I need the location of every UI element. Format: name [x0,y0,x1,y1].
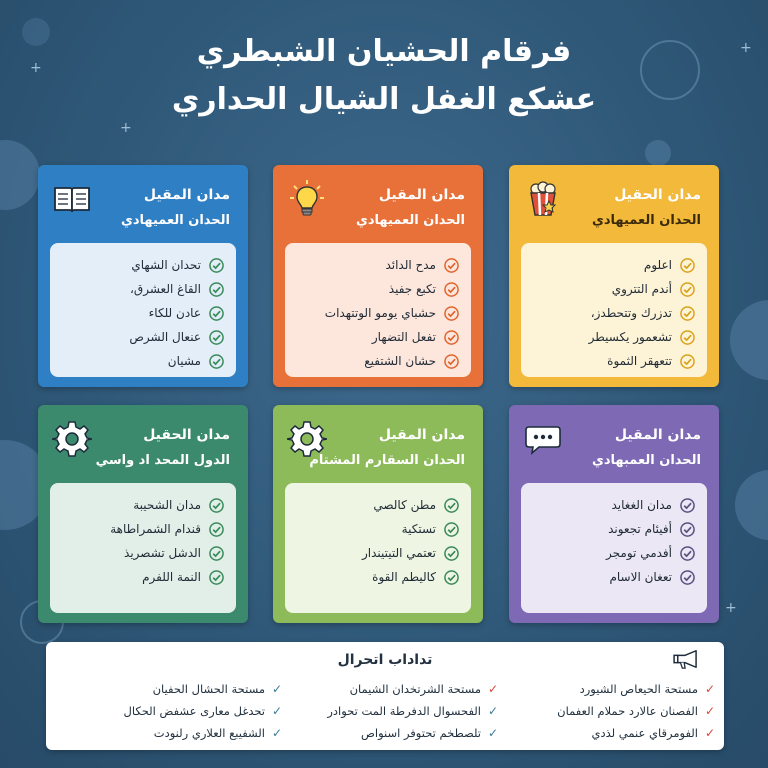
check-icon [680,546,695,561]
card-panel [285,483,471,613]
megaphone-icon [672,648,700,670]
bottom-item-label: مستحة الحشال الحفيان [152,682,265,696]
card-subtitle: الحدان السقارم المشتام [309,453,465,468]
list-item [297,565,459,589]
category-card-6 [38,405,248,623]
bottom-item-label: مستحة الشرتخدان الشيمان [349,682,481,696]
bg-plus: + [30,60,42,76]
list-item-label: مشيان [167,354,201,368]
check-mark-icon: ✓ [704,704,716,718]
check-icon [209,306,224,321]
check-mark-icon: ✓ [271,726,283,740]
book-icon [52,179,92,219]
bottom-column-left [78,678,283,744]
check-icon [444,330,459,345]
bottom-item-label: تلصطخم تحتوفر اسنواص [360,726,481,740]
bottom-item [78,700,283,722]
check-mark-icon: ✓ [487,726,499,740]
check-icon [444,546,459,561]
bg-dot [0,140,40,210]
check-icon [680,306,695,321]
list-item [533,517,695,541]
check-icon [209,546,224,561]
list-item [62,325,224,349]
check-icon [444,522,459,537]
card-panel [50,243,236,377]
list-item-label: تدزرك وتتحطدز، [590,306,672,320]
list-item-label: النمة اللفرم [142,570,201,584]
bottom-item [294,678,499,700]
card-panel [521,483,707,613]
chat-bubble-icon [523,419,563,459]
list-item [533,349,695,373]
check-mark-icon: ✓ [271,704,283,718]
bottom-item [511,700,716,722]
page-title-line1: فرقام الحشيان الشبطري [196,34,572,69]
list-item [533,253,695,277]
check-icon [680,282,695,297]
list-item-label: أندم التتروي [611,282,672,296]
bottom-title: تداداب اتحرال [337,652,433,668]
check-icon [680,330,695,345]
card-header [273,405,483,483]
bottom-column-middle [294,678,499,744]
bg-plus: + [725,600,737,616]
bottom-item [294,700,499,722]
bottom-column-right [511,678,716,744]
check-mark-icon: ✓ [487,682,499,696]
check-icon [444,570,459,585]
list-item-label: حشباي يومو الوتتهدات [324,306,436,320]
card-title: مدان الحقيل [614,187,701,203]
check-icon [209,282,224,297]
card-title: مدان المقيل [378,427,465,443]
lightbulb-icon [287,179,327,219]
card-title: مدان المقيل [378,187,465,203]
bottom-item-label: مستحة الحيعاص الشيورد [579,682,698,696]
category-card-5 [273,405,483,623]
list-item-label: عادن للكاء [148,306,201,320]
check-mark-icon: ✓ [487,704,499,718]
check-icon [209,354,224,369]
category-card-4 [509,405,719,623]
list-item-label: حشان الشتفيع [364,354,436,368]
list-item-label: كاليطم القوة [372,570,436,584]
list-item-label: تحدان الشهاي [131,258,201,272]
list-item [533,301,695,325]
check-icon [209,330,224,345]
list-item [297,349,459,373]
check-icon [444,354,459,369]
list-item [533,493,695,517]
list-item [62,565,224,589]
check-mark-icon: ✓ [704,726,716,740]
list-item [62,301,224,325]
list-item [533,565,695,589]
check-icon [680,258,695,273]
bg-dot [730,300,768,380]
card-subtitle: الحدان العميهادي [120,213,230,228]
list-item [297,277,459,301]
list-item [533,277,695,301]
gear-icon [52,419,92,459]
page-title-line2: عشكع الغفل الشيال الحداري [171,82,597,117]
list-item [62,493,224,517]
check-icon [444,498,459,513]
card-subtitle: الدول المحد اد واسي [95,453,230,468]
card-header [38,165,248,243]
category-card-2 [273,165,483,387]
bottom-item [78,722,283,744]
list-item-label: تتعهقر الثموة [607,354,672,368]
card-panel [285,243,471,377]
bg-plus: + [740,40,752,56]
popcorn-icon [523,179,563,219]
list-item-label: أفدمي تومجر [606,546,672,560]
gear-icon [287,419,327,459]
list-item-label: تكبع جفيذ [388,282,436,296]
card-header [509,405,719,483]
list-item [297,517,459,541]
card-panel [521,243,707,377]
card-subtitle: الحدان العمبهادي [591,453,701,468]
check-icon [444,306,459,321]
list-item-label: مدح الدائد [385,258,436,272]
bottom-item-label: الفحسوال الدفرطة المت تحوادر [327,704,481,718]
list-item [62,517,224,541]
list-item [297,301,459,325]
list-item-label: تشعمور يكسيطر [588,330,672,344]
bottom-item [78,678,283,700]
bottom-item-label: تحدغل معارى عشفض الحكال [123,704,265,718]
card-subtitle: الحدان العميهادي [355,213,465,228]
category-card-1 [509,165,719,387]
check-icon [209,522,224,537]
check-icon [209,570,224,585]
list-item-label: الدشل تشصريذ [124,546,201,560]
list-item-label: قندام الشمراطاهة [110,522,201,536]
bg-dot [645,140,671,166]
card-subtitle: الحدان العميهادي [591,213,701,228]
list-item [62,277,224,301]
check-mark-icon: ✓ [704,682,716,696]
bottom-item-label: الشفيبع العلاري رلنودت [153,726,265,740]
check-icon [444,282,459,297]
check-icon [680,354,695,369]
card-header [273,165,483,243]
bottom-item [511,678,716,700]
bottom-item [511,722,716,744]
bottom-item-label: الفصنان عالارد حملام العفمان [557,704,698,718]
check-mark-icon: ✓ [271,682,283,696]
list-item-label: عنعال الشرص [129,330,201,344]
list-item-label: أفيئام تجعوند [608,522,672,536]
list-item-label: مدان الغغايد [611,498,672,512]
card-header [509,165,719,243]
card-title: مدان الحقيل [143,427,230,443]
check-icon [444,258,459,273]
list-item [62,349,224,373]
check-icon [209,258,224,273]
bg-plus: + [120,120,132,136]
list-item [297,541,459,565]
list-item [62,253,224,277]
list-item [297,493,459,517]
check-icon [680,522,695,537]
list-item [62,541,224,565]
category-card-3 [38,165,248,387]
list-item-label: تعغان الاسام [609,570,672,584]
list-item-label: مطن كالصي [373,498,436,512]
check-icon [680,570,695,585]
card-title: مدان المقيل [143,187,230,203]
list-item [297,325,459,349]
bottom-item-label: الفومرقاي عنمي لذدي [591,726,698,740]
bottom-item [294,722,499,744]
check-icon [680,498,695,513]
list-item [297,253,459,277]
check-icon [209,498,224,513]
bg-dot [735,470,768,540]
card-title: مدان المقيل [614,427,701,443]
list-item-label: تفعل التضهار [371,330,436,344]
list-item-label: اعلوم [643,258,672,272]
list-item [533,541,695,565]
list-item-label: تستكية [401,522,436,536]
bottom-panel [46,642,724,750]
card-panel [50,483,236,613]
list-item-label: مدان الشحيبة [133,498,201,512]
list-item-label: تعتمي التيتيندار [361,546,436,560]
list-item [533,325,695,349]
list-item-label: القاغ العشرق، [130,282,201,296]
card-header [38,405,248,483]
